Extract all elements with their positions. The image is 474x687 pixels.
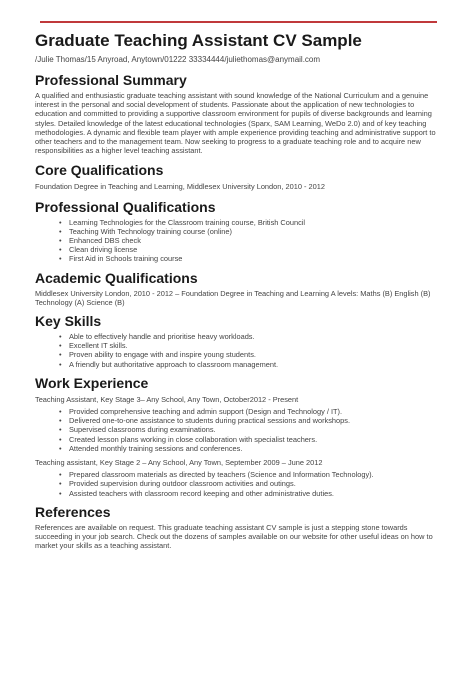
list-item: • First Aid in Schools training course [69, 254, 440, 263]
list-item: • Prepared classroom materials as directed by teachers (Science and Information Technology). [69, 470, 440, 479]
list-item: • Supervised classrooms during examinations. [69, 425, 440, 434]
professional-qualifications-list [35, 218, 440, 264]
list-item: • Assisted teachers with classroom record keeping and other administrative duties. [69, 489, 440, 498]
list-item: • Provided comprehensive teaching and admin support (Design and Technology / IT). [69, 407, 440, 416]
list-item: • Delivered one-to-one assistance to students during practical sessions and workshops. [69, 416, 440, 425]
section-heading-work-experience: Work Experience [35, 374, 149, 391]
list-item: • Clean driving license [69, 245, 440, 254]
section-heading-academic-qualifications: Academic Qualifications [35, 269, 198, 286]
top-accent-line [40, 21, 437, 23]
section-heading-references: References [35, 503, 111, 520]
summary-text: A qualified and enthusiastic graduate teaching assistant with sound knowledge of the National Curriculum and a genuine interest in the personal and social development of students. Passionate about the application of new technologies to education and committed to providing a supportive classroom environment for pupils of diverse backgrounds and learning styles. Detailed knowledge of the latest educational technologies (Sparx, SAM Learning, WeDo 2.0) and of key teaching methodologies. A dynamic and flexible team player with ample experience providing teaching and administrative support to other teachers and to the management team. Now seeking to progress to a graduate teaching role and to acquire new responsibilities as a higher level teaching assistant. [35, 91, 436, 156]
key-skills-list [35, 332, 440, 369]
list-item: • Provided supervision during outdoor classroom activities and outings. [69, 479, 440, 488]
section-heading-summary: Professional Summary [35, 72, 187, 88]
list-item: • Able to effectively handle and prioritise heavy workloads. [69, 332, 440, 341]
job-title: Teaching assistant, Key Stage 2 – Any School, Any Town, September 2009 – June 2012 [35, 458, 323, 468]
list-item: • Enhanced DBS check [69, 236, 440, 245]
job-duties-list [35, 470, 440, 498]
list-item: • A friendly but authoritative approach to classroom management. [69, 360, 440, 369]
contact-line: /Julie Thomas/15 Anyroad, Anytown/01222 33334444/juliethomas@anymail.com [35, 55, 321, 64]
list-item: • Created lesson plans working in close collaboration with specialist teachers. [69, 435, 440, 444]
cv-document [35, 31, 440, 551]
references-text: References are available on request. This graduate teaching assistant CV sample is just a stepping stone towards succeeding in your job search. Check out the dozens of samples available on our website for other useful ideas on how to market your skills as a teaching assistant. [35, 522, 433, 551]
section-heading-core-qualifications: Core Qualifications [35, 162, 164, 179]
list-item: • Teaching With Technology training course (online) [69, 227, 440, 236]
section-heading-key-skills: Key Skills [35, 313, 102, 330]
list-item: • Excellent IT skills. [69, 341, 440, 350]
academic-qualifications-text: Middlesex University London, 2010 - 2012 – Foundation Degree in Teaching and Learning A levels: Maths (B) English (B) Technology (A) Science (B) [35, 288, 431, 307]
list-item: • Attended monthly training sessions and conferences. [69, 444, 440, 453]
cv-title: Graduate Teaching Assistant CV Sample [35, 31, 362, 50]
core-qualifications-text: Foundation Degree in Teaching and Learning, Middlesex University London, 2010 - 2012 [35, 182, 325, 192]
job-duties-list [35, 407, 440, 453]
list-item: • Learning Technologies for the Classroom training course, British Council [69, 218, 440, 227]
section-heading-professional-qualifications: Professional Qualifications [35, 198, 216, 215]
list-item: • Proven ability to engage with and inspire young students. [69, 350, 440, 359]
job-title: Teaching Assistant, Key Stage 3– Any School, Any Town, October2012 - Present [35, 394, 299, 404]
